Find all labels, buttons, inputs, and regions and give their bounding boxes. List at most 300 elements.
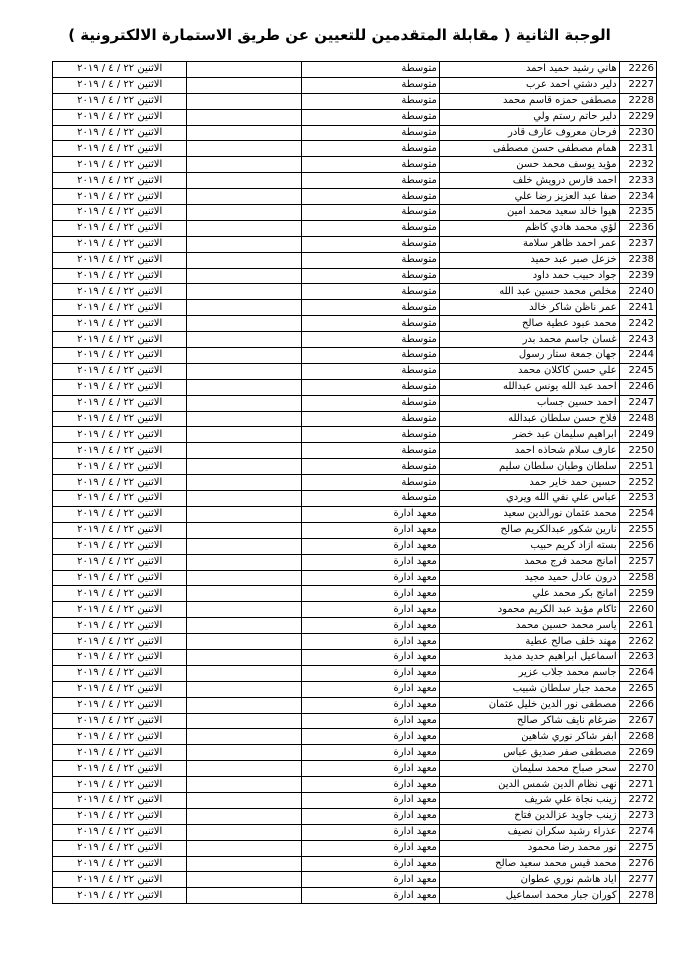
empty-cell: [187, 570, 302, 586]
date-cell: الاثنين ٢٢ / ٤ / ٢٠١٩: [53, 681, 187, 697]
empty-cell: [187, 205, 302, 221]
date-cell: الاثنين ٢٢ / ٤ / ٢٠١٩: [53, 205, 187, 221]
qualification-cell: متوسطة: [302, 284, 439, 300]
date-cell: الاثنين ٢٢ / ٤ / ٢٠١٩: [53, 554, 187, 570]
number-cell: 2256: [619, 538, 656, 554]
date-cell: الاثنين ٢٢ / ٤ / ٢٠١٩: [53, 173, 187, 189]
date-cell: الاثنين ٢٢ / ٤ / ٢٠١٩: [53, 538, 187, 554]
date-cell: الاثنين ٢٢ / ٤ / ٢٠١٩: [53, 872, 187, 888]
name-cell: عارف سلام شحاذه احمد: [439, 443, 619, 459]
empty-cell: [187, 856, 302, 872]
table-row: [53, 284, 657, 300]
name-cell: حسين حمد خاير حمد: [439, 475, 619, 491]
qualification-cell: متوسطة: [302, 348, 439, 364]
table-row: [53, 220, 657, 236]
number-cell: 2259: [619, 586, 656, 602]
empty-cell: [187, 252, 302, 268]
number-cell: 2268: [619, 729, 656, 745]
date-cell: الاثنين ٢٢ / ٤ / ٢٠١٩: [53, 332, 187, 348]
qualification-cell: متوسطة: [302, 252, 439, 268]
table-row: [53, 125, 657, 141]
table-row: [53, 141, 657, 157]
table-row: [53, 840, 657, 856]
table-row: [53, 77, 657, 93]
number-cell: 2248: [619, 411, 656, 427]
empty-cell: [187, 888, 302, 904]
date-cell: الاثنين ٢٢ / ٤ / ٢٠١٩: [53, 856, 187, 872]
number-cell: 2271: [619, 777, 656, 793]
date-cell: الاثنين ٢٢ / ٤ / ٢٠١٩: [53, 77, 187, 93]
qualification-cell: متوسطة: [302, 62, 439, 78]
qualification-cell: متوسطة: [302, 395, 439, 411]
qualification-cell: متوسطة: [302, 236, 439, 252]
qualification-cell: معهد ادارة: [302, 808, 439, 824]
qualification-cell: معهد ادارة: [302, 522, 439, 538]
name-cell: هيوا خالد سعيد محمد امين: [439, 205, 619, 221]
number-cell: 2249: [619, 427, 656, 443]
empty-cell: [187, 808, 302, 824]
name-cell: عمر احمد ظاهر سلامة: [439, 236, 619, 252]
qualification-cell: متوسطة: [302, 427, 439, 443]
number-cell: 2247: [619, 395, 656, 411]
name-cell: درون عادل حميد مجيد: [439, 570, 619, 586]
table-row: [53, 157, 657, 173]
empty-cell: [187, 157, 302, 173]
table-row: [53, 618, 657, 634]
qualification-cell: معهد ادارة: [302, 634, 439, 650]
empty-cell: [187, 141, 302, 157]
qualification-cell: معهد ادارة: [302, 697, 439, 713]
number-cell: 2277: [619, 872, 656, 888]
date-cell: الاثنين ٢٢ / ٤ / ٢٠١٩: [53, 649, 187, 665]
empty-cell: [187, 872, 302, 888]
date-cell: الاثنين ٢٢ / ٤ / ٢٠١٩: [53, 443, 187, 459]
number-cell: 2276: [619, 856, 656, 872]
date-cell: الاثنين ٢٢ / ٤ / ٢٠١٩: [53, 411, 187, 427]
number-cell: 2250: [619, 443, 656, 459]
qualification-cell: متوسطة: [302, 443, 439, 459]
date-cell: الاثنين ٢٢ / ٤ / ٢٠١٩: [53, 236, 187, 252]
table-row: [53, 395, 657, 411]
empty-cell: [187, 236, 302, 252]
qualification-cell: متوسطة: [302, 173, 439, 189]
table-row: [53, 538, 657, 554]
date-cell: الاثنين ٢٢ / ٤ / ٢٠١٩: [53, 459, 187, 475]
qualification-cell: متوسطة: [302, 491, 439, 507]
empty-cell: [187, 554, 302, 570]
empty-cell: [187, 93, 302, 109]
name-cell: همام مصطفى حسن مصطفى: [439, 141, 619, 157]
number-cell: 2267: [619, 713, 656, 729]
qualification-cell: معهد ادارة: [302, 602, 439, 618]
number-cell: 2266: [619, 697, 656, 713]
date-cell: الاثنين ٢٢ / ٤ / ٢٠١٩: [53, 888, 187, 904]
date-cell: الاثنين ٢٢ / ٤ / ٢٠١٩: [53, 824, 187, 840]
empty-cell: [187, 618, 302, 634]
qualification-cell: متوسطة: [302, 379, 439, 395]
qualification-cell: معهد ادارة: [302, 856, 439, 872]
empty-cell: [187, 379, 302, 395]
empty-cell: [187, 332, 302, 348]
name-cell: كوران جبار محمد اسماعيل: [439, 888, 619, 904]
name-cell: خزعل صبر عبد حميد: [439, 252, 619, 268]
date-cell: الاثنين ٢٢ / ٤ / ٢٠١٩: [53, 491, 187, 507]
empty-cell: [187, 109, 302, 125]
date-cell: الاثنين ٢٢ / ٤ / ٢٠١٩: [53, 316, 187, 332]
number-cell: 2251: [619, 459, 656, 475]
table-row: [53, 554, 657, 570]
empty-cell: [187, 411, 302, 427]
table-row: [53, 713, 657, 729]
table-row: [53, 506, 657, 522]
table-row: [53, 681, 657, 697]
table-row: [53, 189, 657, 205]
empty-cell: [187, 173, 302, 189]
empty-cell: [187, 62, 302, 78]
empty-cell: [187, 665, 302, 681]
name-cell: فلاح حسن سلطان عبدالله: [439, 411, 619, 427]
qualification-cell: معهد ادارة: [302, 618, 439, 634]
number-cell: 2231: [619, 141, 656, 157]
qualification-cell: متوسطة: [302, 157, 439, 173]
qualification-cell: متوسطة: [302, 77, 439, 93]
name-cell: مصطفى صفر صديق عباس: [439, 745, 619, 761]
name-cell: صفا عبد العزيز رضا علي: [439, 189, 619, 205]
qualification-cell: متوسطة: [302, 363, 439, 379]
table-row: [53, 205, 657, 221]
name-cell: نارين شكور عبدالكريم صالح: [439, 522, 619, 538]
qualification-cell: متوسطة: [302, 332, 439, 348]
number-cell: 2239: [619, 268, 656, 284]
name-cell: بسته ازاد كريم حبيب: [439, 538, 619, 554]
number-cell: 2226: [619, 62, 656, 78]
number-cell: 2234: [619, 189, 656, 205]
empty-cell: [187, 77, 302, 93]
applicants-table: [52, 61, 657, 904]
qualification-cell: معهد ادارة: [302, 554, 439, 570]
table-row: [53, 602, 657, 618]
date-cell: الاثنين ٢٢ / ٤ / ٢٠١٩: [53, 395, 187, 411]
table-row: [53, 634, 657, 650]
empty-cell: [187, 189, 302, 205]
empty-cell: [187, 634, 302, 650]
name-cell: مصطفى نور الدين خليل عثمان: [439, 697, 619, 713]
empty-cell: [187, 506, 302, 522]
name-cell: ابفر شاكر نوري شاهين: [439, 729, 619, 745]
name-cell: هاني رشيد حميد احمد: [439, 62, 619, 78]
qualification-cell: معهد ادارة: [302, 506, 439, 522]
table-row: [53, 522, 657, 538]
name-cell: غسان جاسم محمد بدر: [439, 332, 619, 348]
qualification-cell: معهد ادارة: [302, 538, 439, 554]
qualification-cell: معهد ادارة: [302, 586, 439, 602]
qualification-cell: معهد ادارة: [302, 745, 439, 761]
table-row: [53, 443, 657, 459]
table-row: [53, 777, 657, 793]
table-row: [53, 872, 657, 888]
name-cell: دلير حاتم رستم ولي: [439, 109, 619, 125]
number-cell: 2245: [619, 363, 656, 379]
name-cell: ضرغام نايف شاكر صالح: [439, 713, 619, 729]
date-cell: الاثنين ٢٢ / ٤ / ٢٠١٩: [53, 93, 187, 109]
name-cell: محمد عبود عطية صالح: [439, 316, 619, 332]
qualification-cell: معهد ادارة: [302, 792, 439, 808]
name-cell: سلطان وطبان سلطان سليم: [439, 459, 619, 475]
empty-cell: [187, 522, 302, 538]
empty-cell: [187, 649, 302, 665]
table-row: [53, 792, 657, 808]
date-cell: الاثنين ٢٢ / ٤ / ٢٠١٩: [53, 586, 187, 602]
number-cell: 2252: [619, 475, 656, 491]
empty-cell: [187, 697, 302, 713]
empty-cell: [187, 538, 302, 554]
number-cell: 2260: [619, 602, 656, 618]
qualification-cell: معهد ادارة: [302, 570, 439, 586]
date-cell: الاثنين ٢٢ / ٤ / ٢٠١٩: [53, 62, 187, 78]
empty-cell: [187, 363, 302, 379]
name-cell: مصطفى حمزه قاسم محمد: [439, 93, 619, 109]
qualification-cell: متوسطة: [302, 205, 439, 221]
qualification-cell: متوسطة: [302, 300, 439, 316]
qualification-cell: معهد ادارة: [302, 665, 439, 681]
qualification-cell: معهد ادارة: [302, 777, 439, 793]
name-cell: نهى نظام الدين شمس الدين: [439, 777, 619, 793]
empty-cell: [187, 761, 302, 777]
number-cell: 2246: [619, 379, 656, 395]
empty-cell: [187, 284, 302, 300]
number-cell: 2232: [619, 157, 656, 173]
date-cell: الاثنين ٢٢ / ٤ / ٢٠١٩: [53, 379, 187, 395]
number-cell: 2263: [619, 649, 656, 665]
empty-cell: [187, 729, 302, 745]
table-row: [53, 459, 657, 475]
table-row: [53, 586, 657, 602]
date-cell: الاثنين ٢٢ / ٤ / ٢٠١٩: [53, 729, 187, 745]
date-cell: الاثنين ٢٢ / ٤ / ٢٠١٩: [53, 141, 187, 157]
empty-cell: [187, 475, 302, 491]
date-cell: الاثنين ٢٢ / ٤ / ٢٠١٩: [53, 777, 187, 793]
qualification-cell: متوسطة: [302, 411, 439, 427]
table-row: [53, 173, 657, 189]
table-row: [53, 363, 657, 379]
number-cell: 2258: [619, 570, 656, 586]
date-cell: الاثنين ٢٢ / ٤ / ٢٠١٩: [53, 618, 187, 634]
empty-cell: [187, 268, 302, 284]
qualification-cell: معهد ادارة: [302, 681, 439, 697]
name-cell: زينب جاويد عزالدين فتاح: [439, 808, 619, 824]
table-row: [53, 379, 657, 395]
date-cell: الاثنين ٢٢ / ٤ / ٢٠١٩: [53, 157, 187, 173]
name-cell: لؤي محمد هادي كاظم: [439, 220, 619, 236]
name-cell: امانج محمد فرج محمد: [439, 554, 619, 570]
empty-cell: [187, 427, 302, 443]
name-cell: ابراهيم سليمان عبد خضر: [439, 427, 619, 443]
table-row: [53, 745, 657, 761]
name-cell: احمد حسين جساب: [439, 395, 619, 411]
date-cell: الاثنين ٢٢ / ٤ / ٢٠١٩: [53, 761, 187, 777]
qualification-cell: معهد ادارة: [302, 713, 439, 729]
qualification-cell: متوسطة: [302, 316, 439, 332]
table-row: [53, 888, 657, 904]
table-row: [53, 475, 657, 491]
empty-cell: [187, 792, 302, 808]
name-cell: امانج بكر محمد علي: [439, 586, 619, 602]
table-row: [53, 411, 657, 427]
name-cell: فرحان معروف عارف قادر: [439, 125, 619, 141]
name-cell: زينب نجاة علي شريف: [439, 792, 619, 808]
name-cell: احمد فارس درويش خلف: [439, 173, 619, 189]
empty-cell: [187, 745, 302, 761]
table-row: [53, 665, 657, 681]
date-cell: الاثنين ٢٢ / ٤ / ٢٠١٩: [53, 634, 187, 650]
empty-cell: [187, 125, 302, 141]
empty-cell: [187, 220, 302, 236]
name-cell: محمد عثمان نورالدين سعيد: [439, 506, 619, 522]
name-cell: عذراء رشيد سكران نصيف: [439, 824, 619, 840]
name-cell: ياسر محمد حسين محمد: [439, 618, 619, 634]
empty-cell: [187, 395, 302, 411]
number-cell: 2241: [619, 300, 656, 316]
name-cell: محمد جبار سلطان شبيب: [439, 681, 619, 697]
name-cell: جهان جمعة ستار رسول: [439, 348, 619, 364]
table-row: [53, 93, 657, 109]
table-row: [53, 649, 657, 665]
qualification-cell: معهد ادارة: [302, 888, 439, 904]
table-row: [53, 491, 657, 507]
name-cell: اياد هاشم نوري عطوان: [439, 872, 619, 888]
number-cell: 2270: [619, 761, 656, 777]
table-row: [53, 808, 657, 824]
date-cell: الاثنين ٢٢ / ٤ / ٢٠١٩: [53, 109, 187, 125]
qualification-cell: معهد ادارة: [302, 872, 439, 888]
empty-cell: [187, 300, 302, 316]
table-row: [53, 856, 657, 872]
number-cell: 2257: [619, 554, 656, 570]
table-row: [53, 316, 657, 332]
qualification-cell: معهد ادارة: [302, 729, 439, 745]
number-cell: 2264: [619, 665, 656, 681]
date-cell: الاثنين ٢٢ / ٤ / ٢٠١٩: [53, 363, 187, 379]
number-cell: 2254: [619, 506, 656, 522]
applicants-table-body: [53, 62, 657, 904]
qualification-cell: معهد ادارة: [302, 649, 439, 665]
table-row: [53, 332, 657, 348]
empty-cell: [187, 777, 302, 793]
date-cell: الاثنين ٢٢ / ٤ / ٢٠١٩: [53, 220, 187, 236]
number-cell: 2240: [619, 284, 656, 300]
number-cell: 2237: [619, 236, 656, 252]
date-cell: الاثنين ٢٢ / ٤ / ٢٠١٩: [53, 189, 187, 205]
number-cell: 2230: [619, 125, 656, 141]
qualification-cell: متوسطة: [302, 475, 439, 491]
table-row: [53, 570, 657, 586]
date-cell: الاثنين ٢٢ / ٤ / ٢٠١٩: [53, 300, 187, 316]
name-cell: ئاكام مؤيد عبد الكريم محمود: [439, 602, 619, 618]
name-cell: مؤيد يوسف محمد حسن: [439, 157, 619, 173]
qualification-cell: متوسطة: [302, 141, 439, 157]
number-cell: 2255: [619, 522, 656, 538]
table-row: [53, 761, 657, 777]
name-cell: مهند خلف صالح عطية: [439, 634, 619, 650]
table-row: [53, 300, 657, 316]
number-cell: 2235: [619, 205, 656, 221]
number-cell: 2253: [619, 491, 656, 507]
name-cell: مخلص محمد حسين عبد الله: [439, 284, 619, 300]
date-cell: الاثنين ٢٢ / ٤ / ٢٠١٩: [53, 522, 187, 538]
date-cell: الاثنين ٢٢ / ٤ / ٢٠١٩: [53, 745, 187, 761]
date-cell: الاثنين ٢٢ / ٤ / ٢٠١٩: [53, 713, 187, 729]
date-cell: الاثنين ٢٢ / ٤ / ٢٠١٩: [53, 697, 187, 713]
table-row: [53, 268, 657, 284]
empty-cell: [187, 459, 302, 475]
empty-cell: [187, 443, 302, 459]
date-cell: الاثنين ٢٢ / ٤ / ٢٠١٩: [53, 284, 187, 300]
number-cell: 2227: [619, 77, 656, 93]
empty-cell: [187, 586, 302, 602]
number-cell: 2238: [619, 252, 656, 268]
number-cell: 2233: [619, 173, 656, 189]
qualification-cell: معهد ادارة: [302, 761, 439, 777]
table-row: [53, 824, 657, 840]
empty-cell: [187, 840, 302, 856]
empty-cell: [187, 681, 302, 697]
table-row: [53, 348, 657, 364]
table-row: [53, 236, 657, 252]
number-cell: 2261: [619, 618, 656, 634]
qualification-cell: معهد ادارة: [302, 824, 439, 840]
number-cell: 2274: [619, 824, 656, 840]
qualification-cell: متوسطة: [302, 109, 439, 125]
table-row: [53, 252, 657, 268]
date-cell: الاثنين ٢٢ / ٤ / ٢٠١٩: [53, 125, 187, 141]
number-cell: 2229: [619, 109, 656, 125]
number-cell: 2275: [619, 840, 656, 856]
qualification-cell: متوسطة: [302, 268, 439, 284]
number-cell: 2278: [619, 888, 656, 904]
number-cell: 2244: [619, 348, 656, 364]
qualification-cell: متوسطة: [302, 220, 439, 236]
name-cell: اسماعيل ابراهيم حديد مديد: [439, 649, 619, 665]
number-cell: 2243: [619, 332, 656, 348]
name-cell: علي حسن كاكلان محمد: [439, 363, 619, 379]
empty-cell: [187, 491, 302, 507]
number-cell: 2272: [619, 792, 656, 808]
name-cell: جواد حبيب حمد داود: [439, 268, 619, 284]
name-cell: نور محمد رضا محمود: [439, 840, 619, 856]
number-cell: 2228: [619, 93, 656, 109]
number-cell: 2262: [619, 634, 656, 650]
date-cell: الاثنين ٢٢ / ٤ / ٢٠١٩: [53, 252, 187, 268]
name-cell: جاسم محمد جلاب عزير: [439, 665, 619, 681]
number-cell: 2242: [619, 316, 656, 332]
name-cell: عباس علي نفي الله ويردي: [439, 491, 619, 507]
date-cell: الاثنين ٢٢ / ٤ / ٢٠١٩: [53, 665, 187, 681]
qualification-cell: متوسطة: [302, 459, 439, 475]
qualification-cell: متوسطة: [302, 93, 439, 109]
number-cell: 2265: [619, 681, 656, 697]
table-row: [53, 62, 657, 78]
date-cell: الاثنين ٢٢ / ٤ / ٢٠١٩: [53, 808, 187, 824]
date-cell: الاثنين ٢٢ / ٤ / ٢٠١٩: [53, 268, 187, 284]
name-cell: دلير دشتي احمد عرب: [439, 77, 619, 93]
empty-cell: [187, 602, 302, 618]
name-cell: احمد عبد الله يونس عبدالله: [439, 379, 619, 395]
number-cell: 2269: [619, 745, 656, 761]
date-cell: الاثنين ٢٢ / ٤ / ٢٠١٩: [53, 570, 187, 586]
table-row: [53, 729, 657, 745]
name-cell: عمر ناظن شاكر خالد: [439, 300, 619, 316]
qualification-cell: معهد ادارة: [302, 840, 439, 856]
